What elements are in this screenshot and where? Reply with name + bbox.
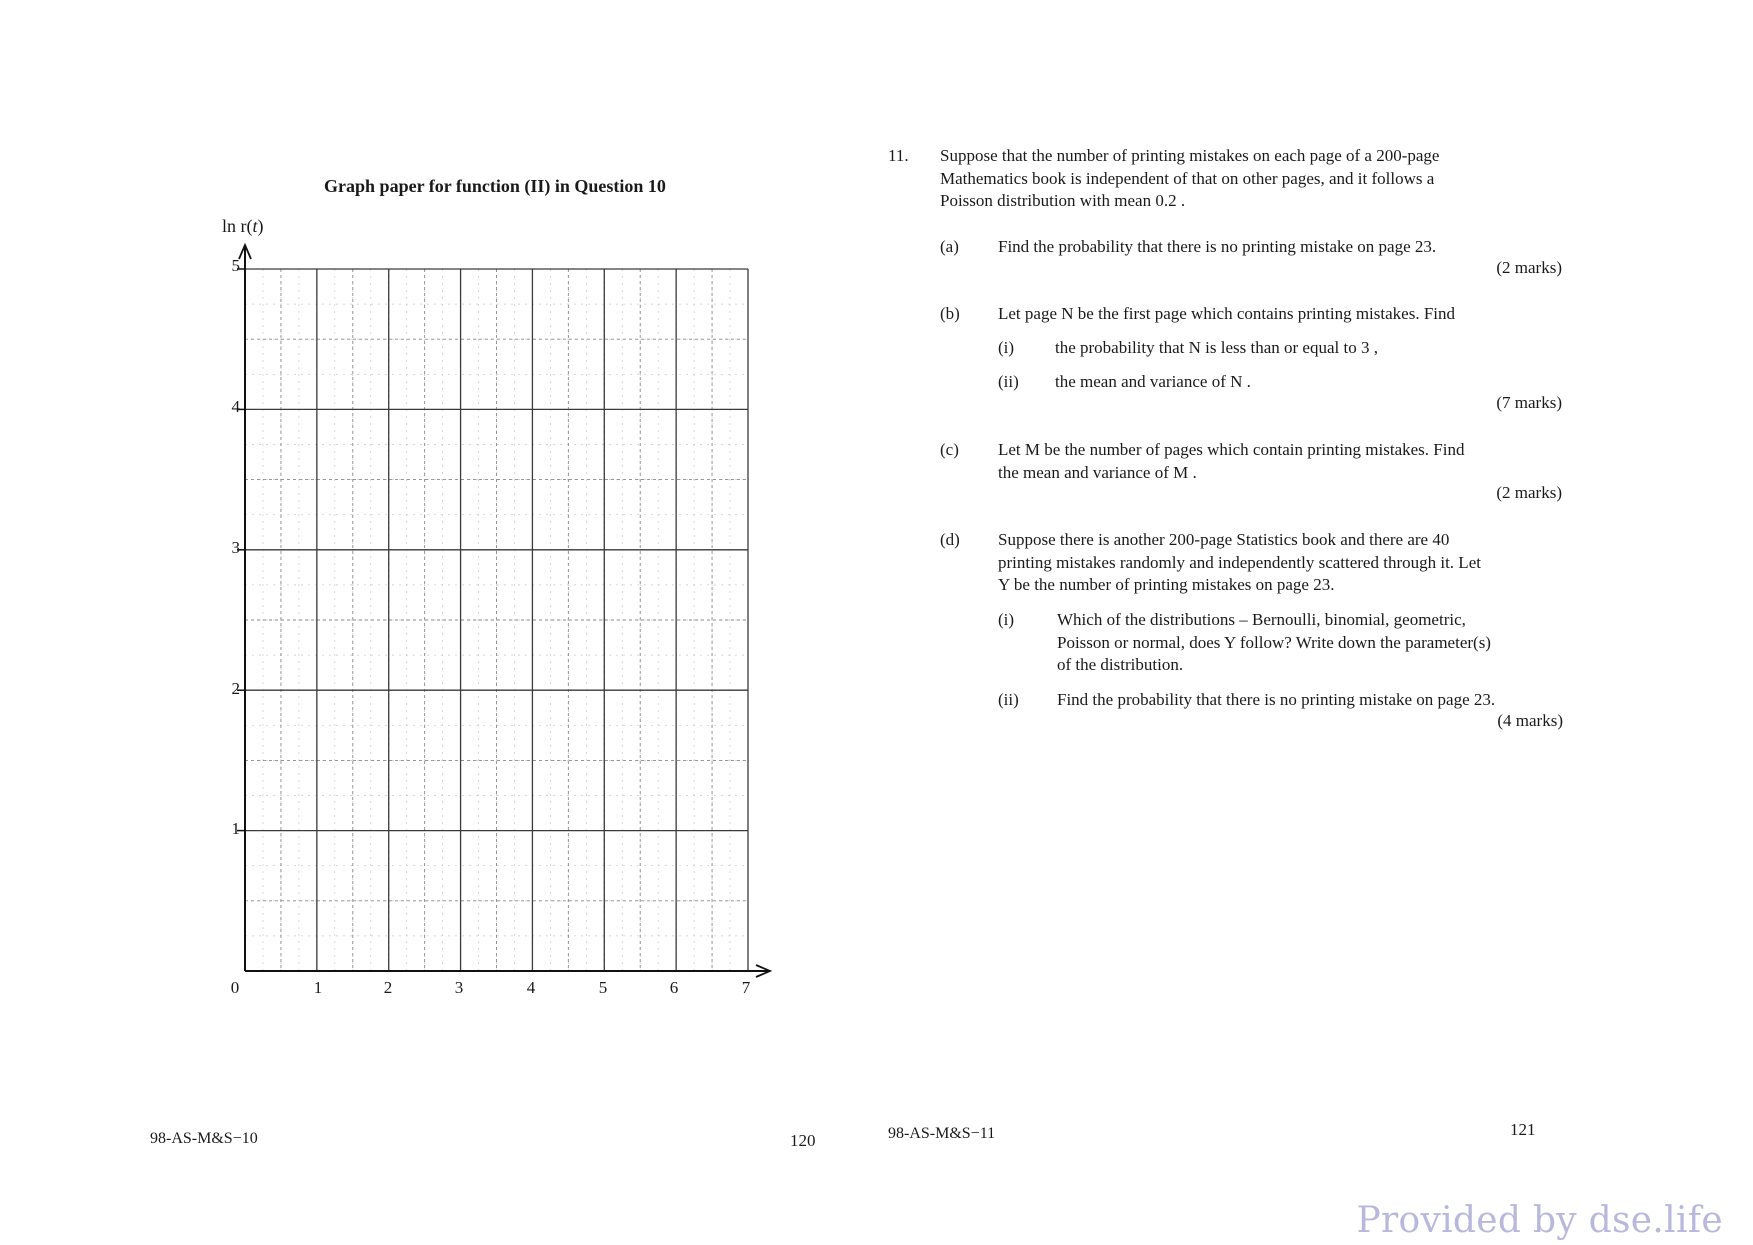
y-tick-label: 4 [231, 397, 240, 416]
x-tick-label: 3 [454, 978, 464, 997]
part-b-ii-text: the mean and variance of N . [1055, 372, 1251, 391]
intro-line: Suppose that the number of printing mistakes on each page of a 200-page [940, 146, 1440, 165]
y-tick-label: 5 [231, 256, 240, 275]
x-tick-label: 4 [526, 978, 536, 997]
part-d-ii-text: Find the probability that there is no printing mistake on page 23. [1057, 690, 1496, 709]
page-number-left: 120 [790, 1131, 816, 1150]
part-b-ii-label: (ii) [998, 372, 1019, 391]
footer-code-left: 98-AS-M&S−10 [150, 1130, 258, 1147]
part-c-line: the mean and variance of M . [998, 462, 1197, 482]
part-d-line: printing mistakes randomly and independently scattered through it. Let [998, 552, 1481, 572]
part-a-text: Find the probability that there is no printing mistake on page 23. [998, 237, 1437, 256]
y-axis-label: ln r(t) [222, 216, 264, 236]
part-d-i-line: of the distribution. [1057, 655, 1184, 674]
part-d-i-line: Poisson or normal, does Y follow? Write down the parameter(s) [1057, 632, 1491, 652]
part-d-i-label: (i) [998, 610, 1015, 629]
part-c-text [998, 439, 1598, 484]
graph-title: Graph paper for function (II) in Question 10 [324, 176, 666, 196]
part-c-marks: (2 marks) [1496, 483, 1562, 502]
intro-line: Mathematics book is independent of that on other pages, and it follows a [940, 168, 1435, 188]
part-c-label: (c) [940, 440, 959, 459]
part-d-ii-label: (ii) [998, 690, 1019, 709]
x-tick-label: 7 [741, 978, 751, 997]
part-c-line: Let M be the number of pages which contain printing mistakes. Find [998, 440, 1465, 459]
part-d-text [998, 529, 1618, 597]
part-a-marks: (2 marks) [1496, 258, 1562, 277]
part-b-label: (b) [940, 304, 960, 323]
footer-code-right: 98-AS-M&S−11 [888, 1125, 996, 1142]
part-b-i-text: the probability that N is less than or equal to 3 , [1055, 338, 1378, 357]
intro-line: Poisson distribution with mean 0.2 . [940, 191, 1186, 210]
part-b-marks: (7 marks) [1496, 393, 1562, 412]
x-tick-label: 1 [313, 978, 323, 997]
page-number-right: 121 [1510, 1120, 1536, 1139]
graph-paper [0, 0, 800, 1000]
x-tick-label: 2 [383, 978, 393, 997]
part-b-i-label: (i) [998, 338, 1015, 357]
y-tick-label: 2 [231, 679, 240, 698]
part-d-i-line: Which of the distributions – Bernoulli, binomial, geometric, [1057, 610, 1466, 629]
x-tick-label: 5 [598, 978, 608, 997]
question-number: 11. [888, 146, 909, 165]
question-intro [940, 145, 1580, 213]
part-a-label: (a) [940, 237, 959, 256]
x-tick-label: 0 [230, 978, 240, 997]
part-d-i-text [1057, 609, 1617, 677]
part-d-line: Suppose there is another 200-page Statistics book and there are 40 [998, 530, 1450, 549]
part-b-text: Let page N be the first page which contains printing mistakes. Find [998, 304, 1456, 323]
part-d-marks: (4 marks) [1497, 711, 1563, 730]
y-tick-label: 1 [231, 819, 240, 838]
y-tick-label: 3 [231, 538, 240, 557]
watermark-text: Provided by dse.life [1356, 1200, 1723, 1241]
part-d-label: (d) [940, 530, 960, 549]
grid-lines [245, 269, 748, 971]
x-tick-label: 6 [669, 978, 679, 997]
part-d-line: Y be the number of printing mistakes on page 23. [998, 575, 1335, 594]
